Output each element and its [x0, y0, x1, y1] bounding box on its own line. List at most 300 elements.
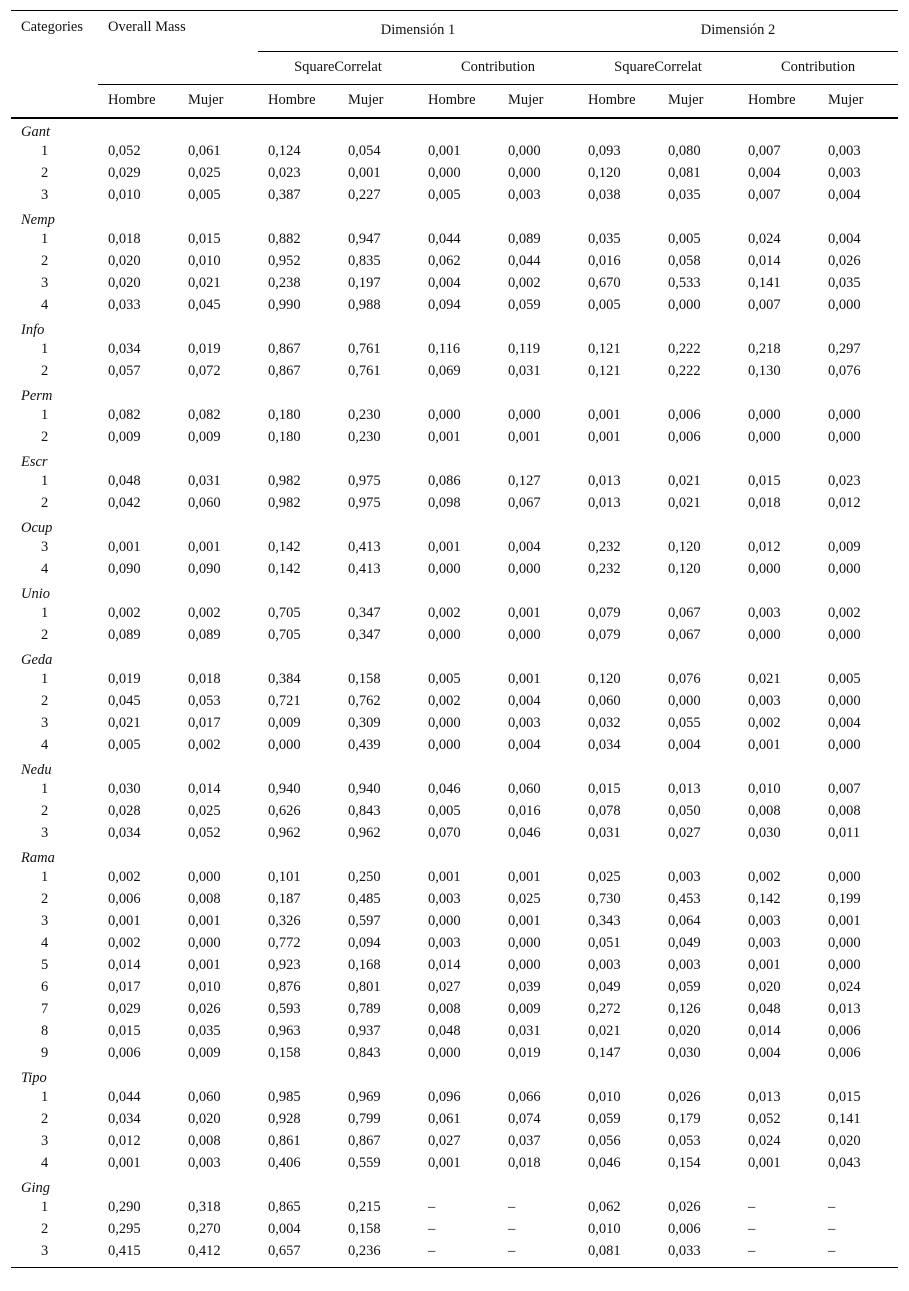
value-cell: 0,024 — [828, 979, 861, 995]
value-cell: 0,002 — [108, 869, 141, 885]
value-cell: 0,232 — [588, 539, 621, 555]
table-row — [11, 1153, 898, 1175]
value-cell: 0,000 — [748, 429, 781, 445]
value-cell: 0,067 — [508, 495, 541, 511]
category-code-cell: 4 — [41, 1155, 49, 1171]
value-cell: 0,000 — [428, 913, 461, 929]
value-cell: – — [738, 1241, 818, 1268]
value-cell: 0,008 — [188, 891, 221, 907]
value-cell: 0,297 — [828, 341, 861, 357]
value-cell: 0,142 — [268, 561, 301, 577]
value-cell: 0,029 — [108, 165, 141, 181]
table-row — [11, 251, 898, 273]
table-row — [11, 427, 898, 449]
value-cell: 0,021 — [668, 473, 701, 489]
value-cell: 0,001 — [108, 539, 141, 555]
category-code-cell: 5 — [41, 957, 49, 973]
value-cell: 0,014 — [188, 781, 221, 797]
value-cell: 0,227 — [348, 187, 381, 203]
value-cell: 0,001 — [428, 143, 461, 159]
value-cell: 0,090 — [108, 561, 141, 577]
value-cell: 0,096 — [428, 1089, 461, 1105]
value-cell: 0,387 — [268, 187, 301, 203]
value-cell: 0,033 — [108, 297, 141, 313]
table-row — [11, 779, 898, 801]
value-cell: 0,086 — [428, 473, 461, 489]
value-cell: 0,000 — [428, 165, 461, 181]
value-cell: 0,013 — [588, 495, 621, 511]
category-code-cell: 3 — [11, 1241, 98, 1268]
d1-ct-hombre-header: Hombre — [418, 84, 498, 118]
d2-ct-mujer-header: Mujer — [818, 84, 898, 118]
value-cell: 0,020 — [108, 275, 141, 291]
table-row — [11, 229, 898, 251]
table-row — [11, 185, 898, 207]
d2-sq-mujer-header: Mujer — [658, 84, 738, 118]
value-cell: 0,003 — [828, 143, 861, 159]
table-row — [11, 625, 898, 647]
value-cell: 0,006 — [668, 429, 701, 445]
value-cell: 0,761 — [348, 363, 381, 379]
value-cell: 0,230 — [348, 429, 381, 445]
value-cell: 0,035 — [188, 1023, 221, 1039]
table-row — [11, 823, 898, 845]
value-cell: 0,000 — [428, 561, 461, 577]
value-cell: 0,081 — [668, 165, 701, 181]
value-cell: 0,835 — [348, 253, 381, 269]
value-cell: 0,005 — [428, 671, 461, 687]
value-cell: 0,179 — [668, 1111, 701, 1127]
value-cell: 0,158 — [348, 671, 381, 687]
table-row — [11, 339, 898, 361]
value-cell: 0,018 — [508, 1155, 541, 1171]
category-code-cell: 1 — [41, 869, 49, 885]
value-cell: 0,020 — [108, 253, 141, 269]
value-cell: 0,975 — [348, 495, 381, 511]
value-cell: 0,010 — [748, 781, 781, 797]
value-cell: 0,018 — [108, 231, 141, 247]
value-cell: 0,120 — [588, 165, 621, 181]
value-cell: 0,013 — [748, 1089, 781, 1105]
value-cell: 0,928 — [268, 1111, 301, 1127]
value-cell: 0,028 — [108, 803, 141, 819]
value-cell: 0,000 — [748, 627, 781, 643]
value-cell: 0,000 — [428, 407, 461, 423]
value-cell: 0,014 — [108, 957, 141, 973]
value-cell: 0,016 — [508, 803, 541, 819]
value-cell: 0,021 — [748, 671, 781, 687]
group-header-row — [11, 757, 898, 779]
categories-header: Categories — [11, 11, 98, 118]
value-cell: 0,009 — [108, 429, 141, 445]
group-label: Geda — [21, 651, 53, 668]
value-cell: 0,116 — [428, 341, 461, 357]
value-cell: 0,098 — [428, 495, 461, 511]
dim1-contribution-header: Contribution — [460, 59, 536, 75]
value-cell: 0,000 — [828, 935, 861, 951]
value-cell: 0,031 — [508, 1023, 541, 1039]
value-cell: 0,988 — [348, 297, 381, 313]
value-cell: 0,010 — [108, 187, 141, 203]
value-cell: 0,861 — [268, 1133, 301, 1149]
table-row — [11, 867, 898, 889]
value-cell: 0,079 — [588, 627, 621, 643]
table-row — [11, 669, 898, 691]
value-cell: – — [508, 1221, 516, 1237]
value-cell: 0,021 — [588, 1023, 621, 1039]
value-cell: 0,453 — [668, 891, 701, 907]
value-cell: 0,000 — [828, 407, 861, 423]
value-cell: 0,017 — [108, 979, 141, 995]
value-cell: 0,982 — [268, 473, 301, 489]
value-cell: 0,014 — [748, 1023, 781, 1039]
table-row — [11, 801, 898, 823]
value-cell: 0,076 — [668, 671, 701, 687]
value-cell: 0,014 — [428, 957, 461, 973]
value-cell: – — [828, 1221, 836, 1237]
value-cell: 0,001 — [428, 869, 461, 885]
category-code-cell: 4 — [41, 935, 49, 951]
value-cell: 0,005 — [828, 671, 861, 687]
mass-hombre-header: Hombre — [98, 84, 178, 118]
table-row — [11, 1197, 898, 1219]
value-cell: 0,705 — [268, 605, 301, 621]
table-row — [11, 361, 898, 383]
value-cell: 0,019 — [108, 671, 141, 687]
value-cell: 0,127 — [508, 473, 541, 489]
value-cell: 0,412 — [178, 1241, 258, 1268]
value-cell: 0,001 — [108, 913, 141, 929]
value-cell: 0,008 — [748, 803, 781, 819]
value-cell: 0,020 — [668, 1023, 701, 1039]
value-cell: 0,048 — [428, 1023, 461, 1039]
value-cell: 0,002 — [188, 737, 221, 753]
value-cell: 0,236 — [338, 1241, 418, 1268]
category-code-cell: 2 — [41, 429, 49, 445]
table-row — [11, 141, 898, 163]
value-cell: 0,721 — [268, 693, 301, 709]
value-cell: 0,006 — [828, 1045, 861, 1061]
value-cell: 0,012 — [748, 539, 781, 555]
category-code-cell: 3 — [41, 715, 49, 731]
value-cell: 0,001 — [428, 429, 461, 445]
value-cell: 0,046 — [588, 1155, 621, 1171]
value-cell: 0,154 — [668, 1155, 701, 1171]
value-cell: 0,003 — [508, 187, 541, 203]
value-cell: 0,014 — [748, 253, 781, 269]
value-cell: 0,101 — [268, 869, 301, 885]
value-cell: 0,045 — [108, 693, 141, 709]
value-cell: 0,000 — [828, 693, 861, 709]
group-header-row — [11, 317, 898, 339]
category-code-cell: 6 — [41, 979, 49, 995]
value-cell: 0,076 — [828, 363, 861, 379]
value-cell: 0,001 — [428, 539, 461, 555]
value-cell: 0,121 — [588, 341, 621, 357]
group-label: Info — [21, 321, 45, 338]
value-cell: 0,000 — [508, 561, 541, 577]
value-cell: 0,197 — [348, 275, 381, 291]
value-cell: 0,080 — [668, 143, 701, 159]
value-cell: 0,119 — [508, 341, 541, 357]
value-cell: 0,406 — [268, 1155, 301, 1171]
value-cell: 0,020 — [748, 979, 781, 995]
value-cell: 0,000 — [428, 627, 461, 643]
value-cell: 0,049 — [668, 935, 701, 951]
value-cell: 0,093 — [588, 143, 621, 159]
category-code-cell: 2 — [41, 891, 49, 907]
value-cell: 0,003 — [508, 715, 541, 731]
value-cell: 0,066 — [508, 1089, 541, 1105]
table-row — [11, 1131, 898, 1153]
value-cell: 0,001 — [348, 165, 381, 181]
value-cell: 0,309 — [348, 715, 381, 731]
value-cell: 0,056 — [588, 1133, 621, 1149]
value-cell: 0,000 — [428, 737, 461, 753]
value-cell: – — [508, 1199, 516, 1215]
value-cell: 0,439 — [348, 737, 381, 753]
table-row — [11, 163, 898, 185]
value-cell: 0,078 — [588, 803, 621, 819]
value-cell: 0,009 — [268, 715, 301, 731]
value-cell: – — [748, 1199, 756, 1215]
value-cell: 0,867 — [268, 363, 301, 379]
value-cell: 0,559 — [348, 1155, 381, 1171]
value-cell: 0,843 — [348, 803, 381, 819]
value-cell: 0,008 — [828, 803, 861, 819]
value-cell: 0,067 — [668, 605, 701, 621]
category-code-cell: 3 — [41, 825, 49, 841]
value-cell: 0,010 — [188, 979, 221, 995]
value-cell: 0,006 — [108, 1045, 141, 1061]
value-cell: 0,020 — [188, 1111, 221, 1127]
value-cell: 0,384 — [268, 671, 301, 687]
value-cell: 0,013 — [828, 1001, 861, 1017]
value-cell: 0,001 — [428, 1155, 461, 1171]
value-cell: 0,222 — [668, 341, 701, 357]
category-code-cell: 2 — [41, 803, 49, 819]
value-cell: 0,670 — [588, 275, 621, 291]
value-cell: 0,000 — [508, 935, 541, 951]
value-cell: 0,013 — [668, 781, 701, 797]
overall-mass-header: Overall Mass — [98, 11, 258, 52]
value-cell: 0,018 — [188, 671, 221, 687]
value-cell: 0,003 — [748, 913, 781, 929]
value-cell: 0,027 — [428, 979, 461, 995]
value-cell: 0,865 — [268, 1199, 301, 1215]
value-cell: 0,121 — [588, 363, 621, 379]
table-row — [11, 933, 898, 955]
category-code-cell: 4 — [41, 297, 49, 313]
value-cell: 0,023 — [268, 165, 301, 181]
table-row — [11, 1021, 898, 1043]
value-cell: 0,060 — [188, 1089, 221, 1105]
group-label: Tipo — [21, 1069, 47, 1086]
value-cell: 0,180 — [268, 407, 301, 423]
value-cell: 0,019 — [508, 1045, 541, 1061]
category-code-cell: 2 — [41, 627, 49, 643]
value-cell: 0,004 — [748, 1045, 781, 1061]
value-cell: 0,975 — [348, 473, 381, 489]
value-cell: 0,013 — [588, 473, 621, 489]
value-cell: 0,027 — [428, 1133, 461, 1149]
value-cell: 0,982 — [268, 495, 301, 511]
table-row — [11, 955, 898, 977]
value-cell: 0,055 — [668, 715, 701, 731]
value-cell: 0,035 — [828, 275, 861, 291]
value-cell: 0,031 — [588, 825, 621, 841]
category-code-cell: 4 — [41, 561, 49, 577]
category-code-cell: 8 — [41, 1023, 49, 1039]
value-cell: 0,052 — [108, 143, 141, 159]
category-code-cell: 3 — [41, 913, 49, 929]
value-cell: 0,142 — [748, 891, 781, 907]
value-cell: 0,004 — [508, 693, 541, 709]
value-cell: 0,705 — [268, 627, 301, 643]
value-cell: 0,000 — [828, 297, 861, 313]
value-cell: 0,089 — [188, 627, 221, 643]
value-cell: 0,004 — [668, 737, 701, 753]
value-cell: 0,007 — [748, 297, 781, 313]
table-row — [11, 1087, 898, 1109]
group-label: Escr — [21, 453, 48, 470]
table-row — [11, 537, 898, 559]
value-cell: 0,003 — [188, 1155, 221, 1171]
value-cell: 0,044 — [428, 231, 461, 247]
dimension-1-header: Dimensión 1 — [258, 11, 578, 52]
value-cell: 0,061 — [188, 143, 221, 159]
value-cell: 0,003 — [668, 869, 701, 885]
value-cell: 0,021 — [108, 715, 141, 731]
group-label: Gant — [21, 123, 50, 140]
value-cell: 0,094 — [348, 935, 381, 951]
value-cell: 0,593 — [268, 1001, 301, 1017]
value-cell: 0,003 — [748, 605, 781, 621]
value-cell: 0,030 — [668, 1045, 701, 1061]
value-cell: 0,002 — [428, 605, 461, 621]
value-cell: 0,326 — [268, 913, 301, 929]
value-cell: 0,090 — [188, 561, 221, 577]
table-row — [11, 603, 898, 625]
value-cell: 0,001 — [748, 1155, 781, 1171]
value-cell: 0,044 — [108, 1089, 141, 1105]
d2-sq-hombre-header: Hombre — [578, 84, 658, 118]
value-cell: 0,002 — [508, 275, 541, 291]
value-cell: 0,222 — [668, 363, 701, 379]
value-cell: 0,034 — [588, 737, 621, 753]
group-label: Nedu — [21, 761, 52, 778]
value-cell: 0,002 — [108, 935, 141, 951]
value-cell: 0,937 — [348, 1023, 381, 1039]
value-cell: 0,025 — [188, 165, 221, 181]
value-cell: 0,042 — [108, 495, 141, 511]
dim2-squarecorrelat-header: SquareCorrelat — [614, 59, 702, 75]
value-cell: 0,004 — [428, 275, 461, 291]
value-cell: 0,985 — [268, 1089, 301, 1105]
value-cell: 0,347 — [348, 627, 381, 643]
value-cell: 0,026 — [668, 1089, 701, 1105]
value-cell: 0,052 — [188, 825, 221, 841]
table-row — [11, 691, 898, 713]
value-cell: 0,001 — [588, 429, 621, 445]
value-cell: 0,006 — [108, 891, 141, 907]
value-cell: 0,089 — [108, 627, 141, 643]
overall-mass-spacer — [98, 51, 258, 84]
value-cell: 0,290 — [108, 1199, 141, 1215]
value-cell: – — [428, 1199, 436, 1215]
category-code-cell: 3 — [41, 539, 49, 555]
value-cell: 0,009 — [508, 1001, 541, 1017]
value-cell: 0,015 — [588, 781, 621, 797]
group-label: Nemp — [21, 211, 55, 228]
value-cell: 0,990 — [268, 297, 301, 313]
value-cell: 0,002 — [428, 693, 461, 709]
table-row — [11, 999, 898, 1021]
value-cell: 0,141 — [828, 1111, 861, 1127]
value-cell: 0,003 — [428, 891, 461, 907]
value-cell: 0,015 — [828, 1089, 861, 1105]
value-cell: 0,057 — [108, 363, 141, 379]
value-cell: 0,789 — [348, 1001, 381, 1017]
value-cell: 0,012 — [828, 495, 861, 511]
table-row — [11, 273, 898, 295]
value-cell: 0,001 — [508, 429, 541, 445]
value-cell: 0,045 — [188, 297, 221, 313]
value-cell: 0,000 — [508, 957, 541, 973]
value-cell: 0,000 — [828, 869, 861, 885]
value-cell: 0,199 — [828, 891, 861, 907]
value-cell: 0,000 — [188, 935, 221, 951]
value-cell: 0,000 — [828, 561, 861, 577]
d1-sq-hombre-header: Hombre — [258, 84, 338, 118]
value-cell: 0,004 — [508, 737, 541, 753]
value-cell: 0,002 — [828, 605, 861, 621]
value-cell: 0,003 — [588, 957, 621, 973]
value-cell: 0,061 — [428, 1111, 461, 1127]
value-cell: 0,032 — [588, 715, 621, 731]
value-cell: 0,015 — [108, 1023, 141, 1039]
value-cell: 0,034 — [108, 825, 141, 841]
category-code-cell: 1 — [41, 143, 49, 159]
value-cell: 0,000 — [668, 693, 701, 709]
value-cell: 0,035 — [588, 231, 621, 247]
value-cell: 0,001 — [188, 913, 221, 929]
value-cell: 0,035 — [668, 187, 701, 203]
group-header-row — [11, 1175, 898, 1197]
group-label: Ocup — [21, 519, 53, 536]
value-cell: 0,026 — [668, 1199, 701, 1215]
value-cell: 0,021 — [188, 275, 221, 291]
value-cell: 0,016 — [588, 253, 621, 269]
value-cell: 0,002 — [188, 605, 221, 621]
value-cell: 0,017 — [188, 715, 221, 731]
value-cell: 0,000 — [748, 561, 781, 577]
value-cell: 0,730 — [588, 891, 621, 907]
value-cell: 0,048 — [108, 473, 141, 489]
category-code-cell: 2 — [41, 693, 49, 709]
value-cell: 0,867 — [268, 341, 301, 357]
value-cell: 0,029 — [108, 1001, 141, 1017]
category-code-cell: 2 — [41, 1221, 49, 1237]
value-cell: 0,597 — [348, 913, 381, 929]
value-cell: 0,626 — [268, 803, 301, 819]
table-row — [11, 295, 898, 317]
value-cell: 0,120 — [668, 539, 701, 555]
value-cell: 0,158 — [268, 1045, 301, 1061]
value-cell: 0,130 — [748, 363, 781, 379]
value-cell: 0,158 — [348, 1221, 381, 1237]
value-cell: 0,070 — [428, 825, 461, 841]
